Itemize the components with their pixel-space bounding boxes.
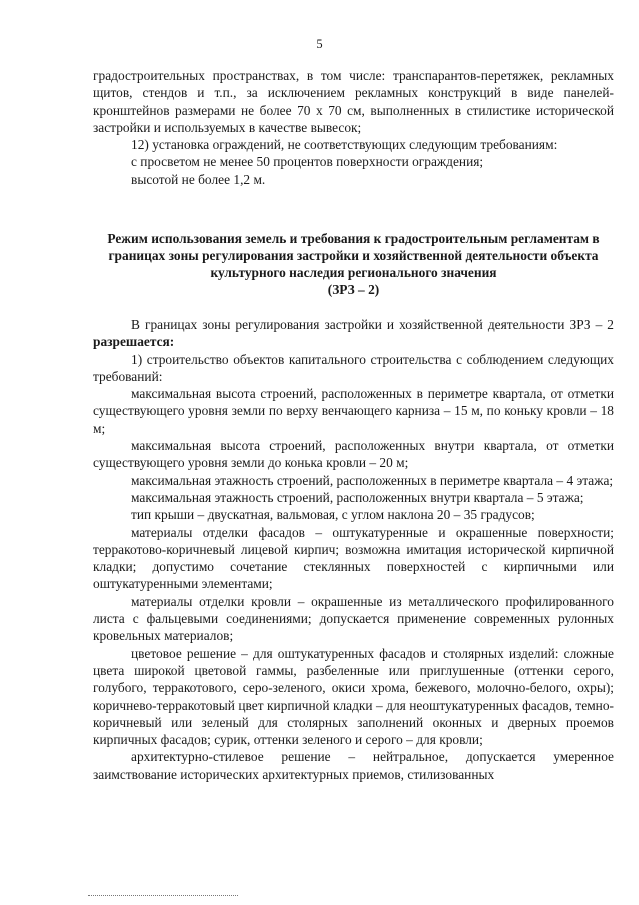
heading-title: Режим использования земель и требования к градостроительным регламентам в границах зоны регулирования застройки и хозяйственной деятельности объекта культурного наследия регионального значения — [107, 231, 600, 280]
section-heading — [93, 230, 614, 298]
page-number: 5 — [316, 37, 323, 51]
paragraph: цветовое решение – для оштукатуренных фасадов и столярных изделий: сложные цвета широкой цветовой гаммы, разбеленные или приглушенные (оттенки серого, голубого, терракотового, серо-зеленого, окиси хрома, бежевого, молочно-белого, охры); коричнево-терракотовый цвет кирпичной кладки – для неоштукатуренных фасадов, темно-коричневый или зеленый для столярных заполнений оконных и дверных проемов кирпичных фасадов; сурик, оттенки зеленого и серого – для кровли; — [93, 645, 614, 748]
paragraph: максимальная высота строений, расположенных в периметре квартала, от отметки существующего уровня земли по верху венчающего карниза – 15 м, по коньку кровли – 18 м; — [93, 386, 614, 436]
intro-bold: разрешается: — [93, 334, 175, 350]
main-section — [93, 316, 614, 783]
page-divider — [88, 895, 238, 897]
paragraph: высотой не более 1,2 м. — [131, 171, 266, 187]
paragraph: архитектурно-стилевое решение – нейтральное, допускается умеренное заимствование исторических архитектурных приемов, стилизованных — [93, 749, 614, 782]
heading-zone-code: (ЗРЗ – 2) — [327, 282, 380, 297]
paragraph: тип крыши – двускатная, вальмовая, с углом наклона 20 – 35 градусов; — [131, 507, 535, 523]
intro-text: В границах зоны регулирования застройки и хозяйственной деятельности ЗРЗ – 2 — [131, 317, 614, 332]
intro-paragraph — [93, 316, 614, 351]
paragraph: материалы отделки фасадов – оштукатуренные и окрашенные поверхности; терракотово-коричневый лицевой кирпич; возможна имитация исторической кирпичной кладки; допустимо сочетание стеклянных поверхностей с кирпичными или оштукатуренными элементами; — [93, 524, 614, 592]
paragraph: 1) строительство объектов капитального строительства с соблюдением следующих требований: — [93, 351, 614, 384]
paragraph: максимальная этажность строений, расположенных в периметре квартала – 4 этажа; — [131, 472, 614, 488]
top-section — [93, 67, 614, 188]
paragraph: с просветом не менее 50 процентов поверхности ограждения; — [131, 154, 484, 170]
paragraph: 12) установка ограждений, не соответствующих следующим требованиям: — [131, 137, 558, 153]
paragraph: материалы отделки кровли – окрашенные из металлического профилированного листа с фальцевыми соединениями; допускается применение современных рулонных кровельных материалов; — [93, 593, 614, 644]
paragraph: градостроительных пространствах, в том числе: транспарантов-перетяжек, рекламных щитов, стендов и т.п., за исключением рекламных конструкций в виде панелей-кронштейнов размерами не более 70 х 70 см, выполненных в стилистике исторической застройки и используемых в качестве вывесок; — [93, 68, 614, 135]
paragraph: максимальная высота строений, расположенных внутри квартала, от отметки существующего уровня земли до конька кровли – 20 м; — [93, 438, 614, 471]
paragraph: максимальная этажность строений, расположенных внутри квартала – 5 этажа; — [131, 489, 584, 505]
